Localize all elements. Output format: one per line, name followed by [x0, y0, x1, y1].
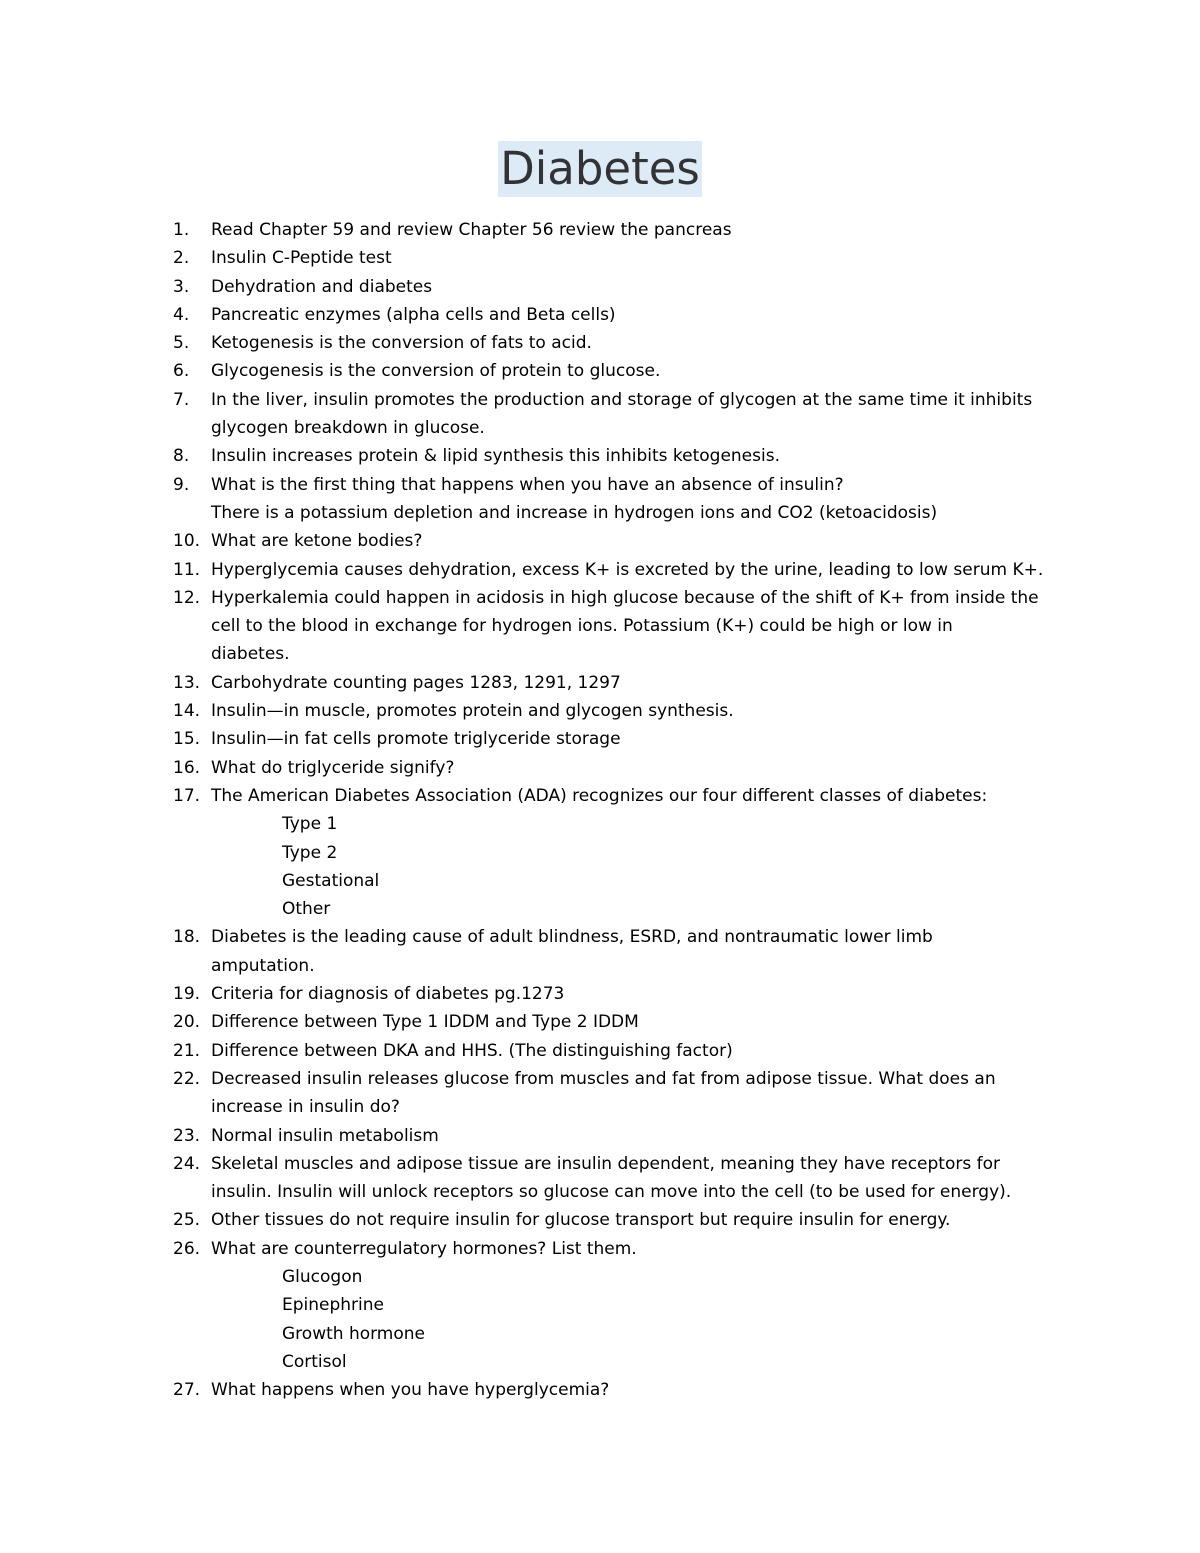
- list-item-text: Ketogenesis is the conversion of fats to acid.: [211, 333, 592, 354]
- list-item-text: What do triglyceride signify?: [211, 757, 455, 778]
- list-item-number: 27.: [173, 1380, 201, 1401]
- list-item-text: increase in insulin do?: [211, 1097, 400, 1118]
- list-item-text: diabetes.: [211, 644, 290, 665]
- list-item-text: Other tissues do not require insulin for glucose transport but require insulin for energy.: [211, 1210, 951, 1231]
- sub-list-item: Growth hormone: [282, 1323, 425, 1344]
- list-item-number: 22.: [173, 1068, 201, 1089]
- list-item: [0, 442, 1200, 470]
- list-item-text: Hyperkalemia could happen in acidosis in high glucose because of the shift of K+ from inside the: [211, 587, 1039, 608]
- list-item: [0, 556, 1200, 584]
- list-item-number: 17.: [173, 785, 201, 806]
- sub-list-item: Cortisol: [282, 1351, 347, 1372]
- list-item-text: Criteria for diagnosis of diabetes pg.1273: [211, 984, 565, 1005]
- list-item: [0, 329, 1200, 357]
- list-item-text: Difference between DKA and HHS. (The distinguishing factor): [211, 1040, 733, 1061]
- list-item-text: Insulin—in fat cells promote triglyceride storage: [211, 729, 621, 750]
- list-item-text: insulin. Insulin will unlock receptors so glucose can move into the cell (to be used for energy).: [211, 1182, 1012, 1203]
- list-item: [0, 471, 1200, 528]
- list-item: [0, 357, 1200, 385]
- list-item-text: Insulin—in muscle, promotes protein and glycogen synthesis.: [211, 701, 734, 722]
- list-item: [0, 1235, 1200, 1376]
- list-item-text: Insulin increases protein & lipid synthesis this inhibits ketogenesis.: [211, 446, 780, 467]
- list-item: [0, 980, 1200, 1008]
- list-item-text: glycogen breakdown in glucose.: [211, 418, 485, 439]
- list-item-text: cell to the blood in exchange for hydrogen ions. Potassium (K+) could be high or low in: [211, 616, 953, 637]
- list-item-text: Difference between Type 1 IDDM and Type 2 IDDM: [211, 1012, 639, 1033]
- list-item-number: 11.: [173, 559, 201, 580]
- list-item-number: 16.: [173, 757, 201, 778]
- list-item-text: Insulin C-Peptide test: [211, 248, 392, 269]
- list-item-text: The American Diabetes Association (ADA) recognizes our four different classes of diabetes:: [211, 785, 988, 806]
- list-item: [0, 273, 1200, 301]
- list-item-number: 1.: [173, 220, 190, 240]
- list-item-number: 21.: [173, 1040, 201, 1061]
- list-item-text: What are ketone bodies?: [211, 531, 423, 552]
- list-item: [0, 301, 1200, 329]
- list-item: [0, 527, 1200, 555]
- list-item-number: 7.: [173, 389, 190, 410]
- list-item: [0, 1065, 1200, 1122]
- sub-list-item: Gestational: [282, 870, 380, 891]
- list-item-number: 20.: [173, 1012, 201, 1033]
- list-item-text: Read Chapter 59 and review Chapter 56 review the pancreas: [211, 220, 732, 240]
- list-item-number: 24.: [173, 1153, 201, 1174]
- list-item-number: 4.: [173, 304, 190, 325]
- list-item-number: 6.: [173, 361, 190, 382]
- sub-list-item: Glucogon: [282, 1266, 363, 1287]
- sub-list-item: Type 1: [282, 814, 338, 835]
- list-item-text: In the liver, insulin promotes the production and storage of glycogen at the same time it inhibits: [211, 389, 1033, 410]
- page-title: Diabetes: [500, 142, 700, 195]
- list-item-text: amputation.: [211, 955, 315, 976]
- list-item: [0, 1008, 1200, 1036]
- list-item-number: 15.: [173, 729, 201, 750]
- list-item: [0, 1037, 1200, 1065]
- list-item-text: Diabetes is the leading cause of adult blindness, ESRD, and nontraumatic lower limb: [211, 927, 933, 948]
- list-item: [0, 584, 1200, 669]
- list-item: [0, 1376, 1200, 1404]
- list-item: [0, 386, 1200, 443]
- list-item-number: 8.: [173, 446, 190, 467]
- list-item-text: Carbohydrate counting pages 1283, 1291, 1297: [211, 672, 621, 693]
- list-item-number: 2.: [173, 248, 190, 269]
- list-item-number: 23.: [173, 1125, 201, 1146]
- list-item-text: Dehydration and diabetes: [211, 276, 433, 297]
- list-item-text: Hyperglycemia causes dehydration, excess K+ is excreted by the urine, leading to low serum K+.: [211, 559, 1044, 580]
- list-item-number: 10.: [173, 531, 201, 552]
- sub-list-item: Other: [282, 899, 331, 920]
- list-item: [0, 669, 1200, 697]
- list-item: [0, 216, 1200, 244]
- list-item-text: There is a potassium depletion and increase in hydrogen ions and CO2 (ketoacidosis): [211, 502, 938, 523]
- list-item: [0, 782, 1200, 923]
- sub-list-item: Type 2: [282, 842, 338, 863]
- list-item-number: 5.: [173, 333, 190, 354]
- list-item-number: 3.: [173, 276, 190, 297]
- list-item-number: 25.: [173, 1210, 201, 1231]
- list-item: [0, 754, 1200, 782]
- list-item: [0, 1206, 1200, 1234]
- title-container: [0, 141, 1200, 197]
- sub-list-item: Epinephrine: [282, 1295, 384, 1316]
- list-item-number: 18.: [173, 927, 201, 948]
- numbered-list: [0, 216, 1200, 1404]
- list-item-number: 9.: [173, 474, 190, 495]
- list-item: [0, 1150, 1200, 1207]
- list-item: [0, 923, 1200, 980]
- list-item-number: 13.: [173, 672, 201, 693]
- list-item-text: Pancreatic enzymes (alpha cells and Beta cells): [211, 304, 616, 325]
- list-item-number: 19.: [173, 984, 201, 1005]
- list-item-number: 12.: [173, 587, 201, 608]
- list-item-text: Decreased insulin releases glucose from muscles and fat from adipose tissue. What does an: [211, 1068, 996, 1089]
- list-item-number: 14.: [173, 701, 201, 722]
- list-item: [0, 697, 1200, 725]
- list-item-text: Skeletal muscles and adipose tissue are insulin dependent, meaning they have receptors for: [211, 1153, 1000, 1174]
- list-item-text: Glycogenesis is the conversion of protein to glucose.: [211, 361, 661, 382]
- list-item-number: 26.: [173, 1238, 201, 1259]
- list-item-text: What is the first thing that happens when you have an absence of insulin?: [211, 474, 844, 495]
- list-item: [0, 725, 1200, 753]
- list-item-text: Normal insulin metabolism: [211, 1125, 439, 1146]
- list-item: [0, 244, 1200, 272]
- list-item: [0, 1122, 1200, 1150]
- list-item-text: What are counterregulatory hormones? List them.: [211, 1238, 637, 1259]
- list-item-text: What happens when you have hyperglycemia?: [211, 1380, 610, 1401]
